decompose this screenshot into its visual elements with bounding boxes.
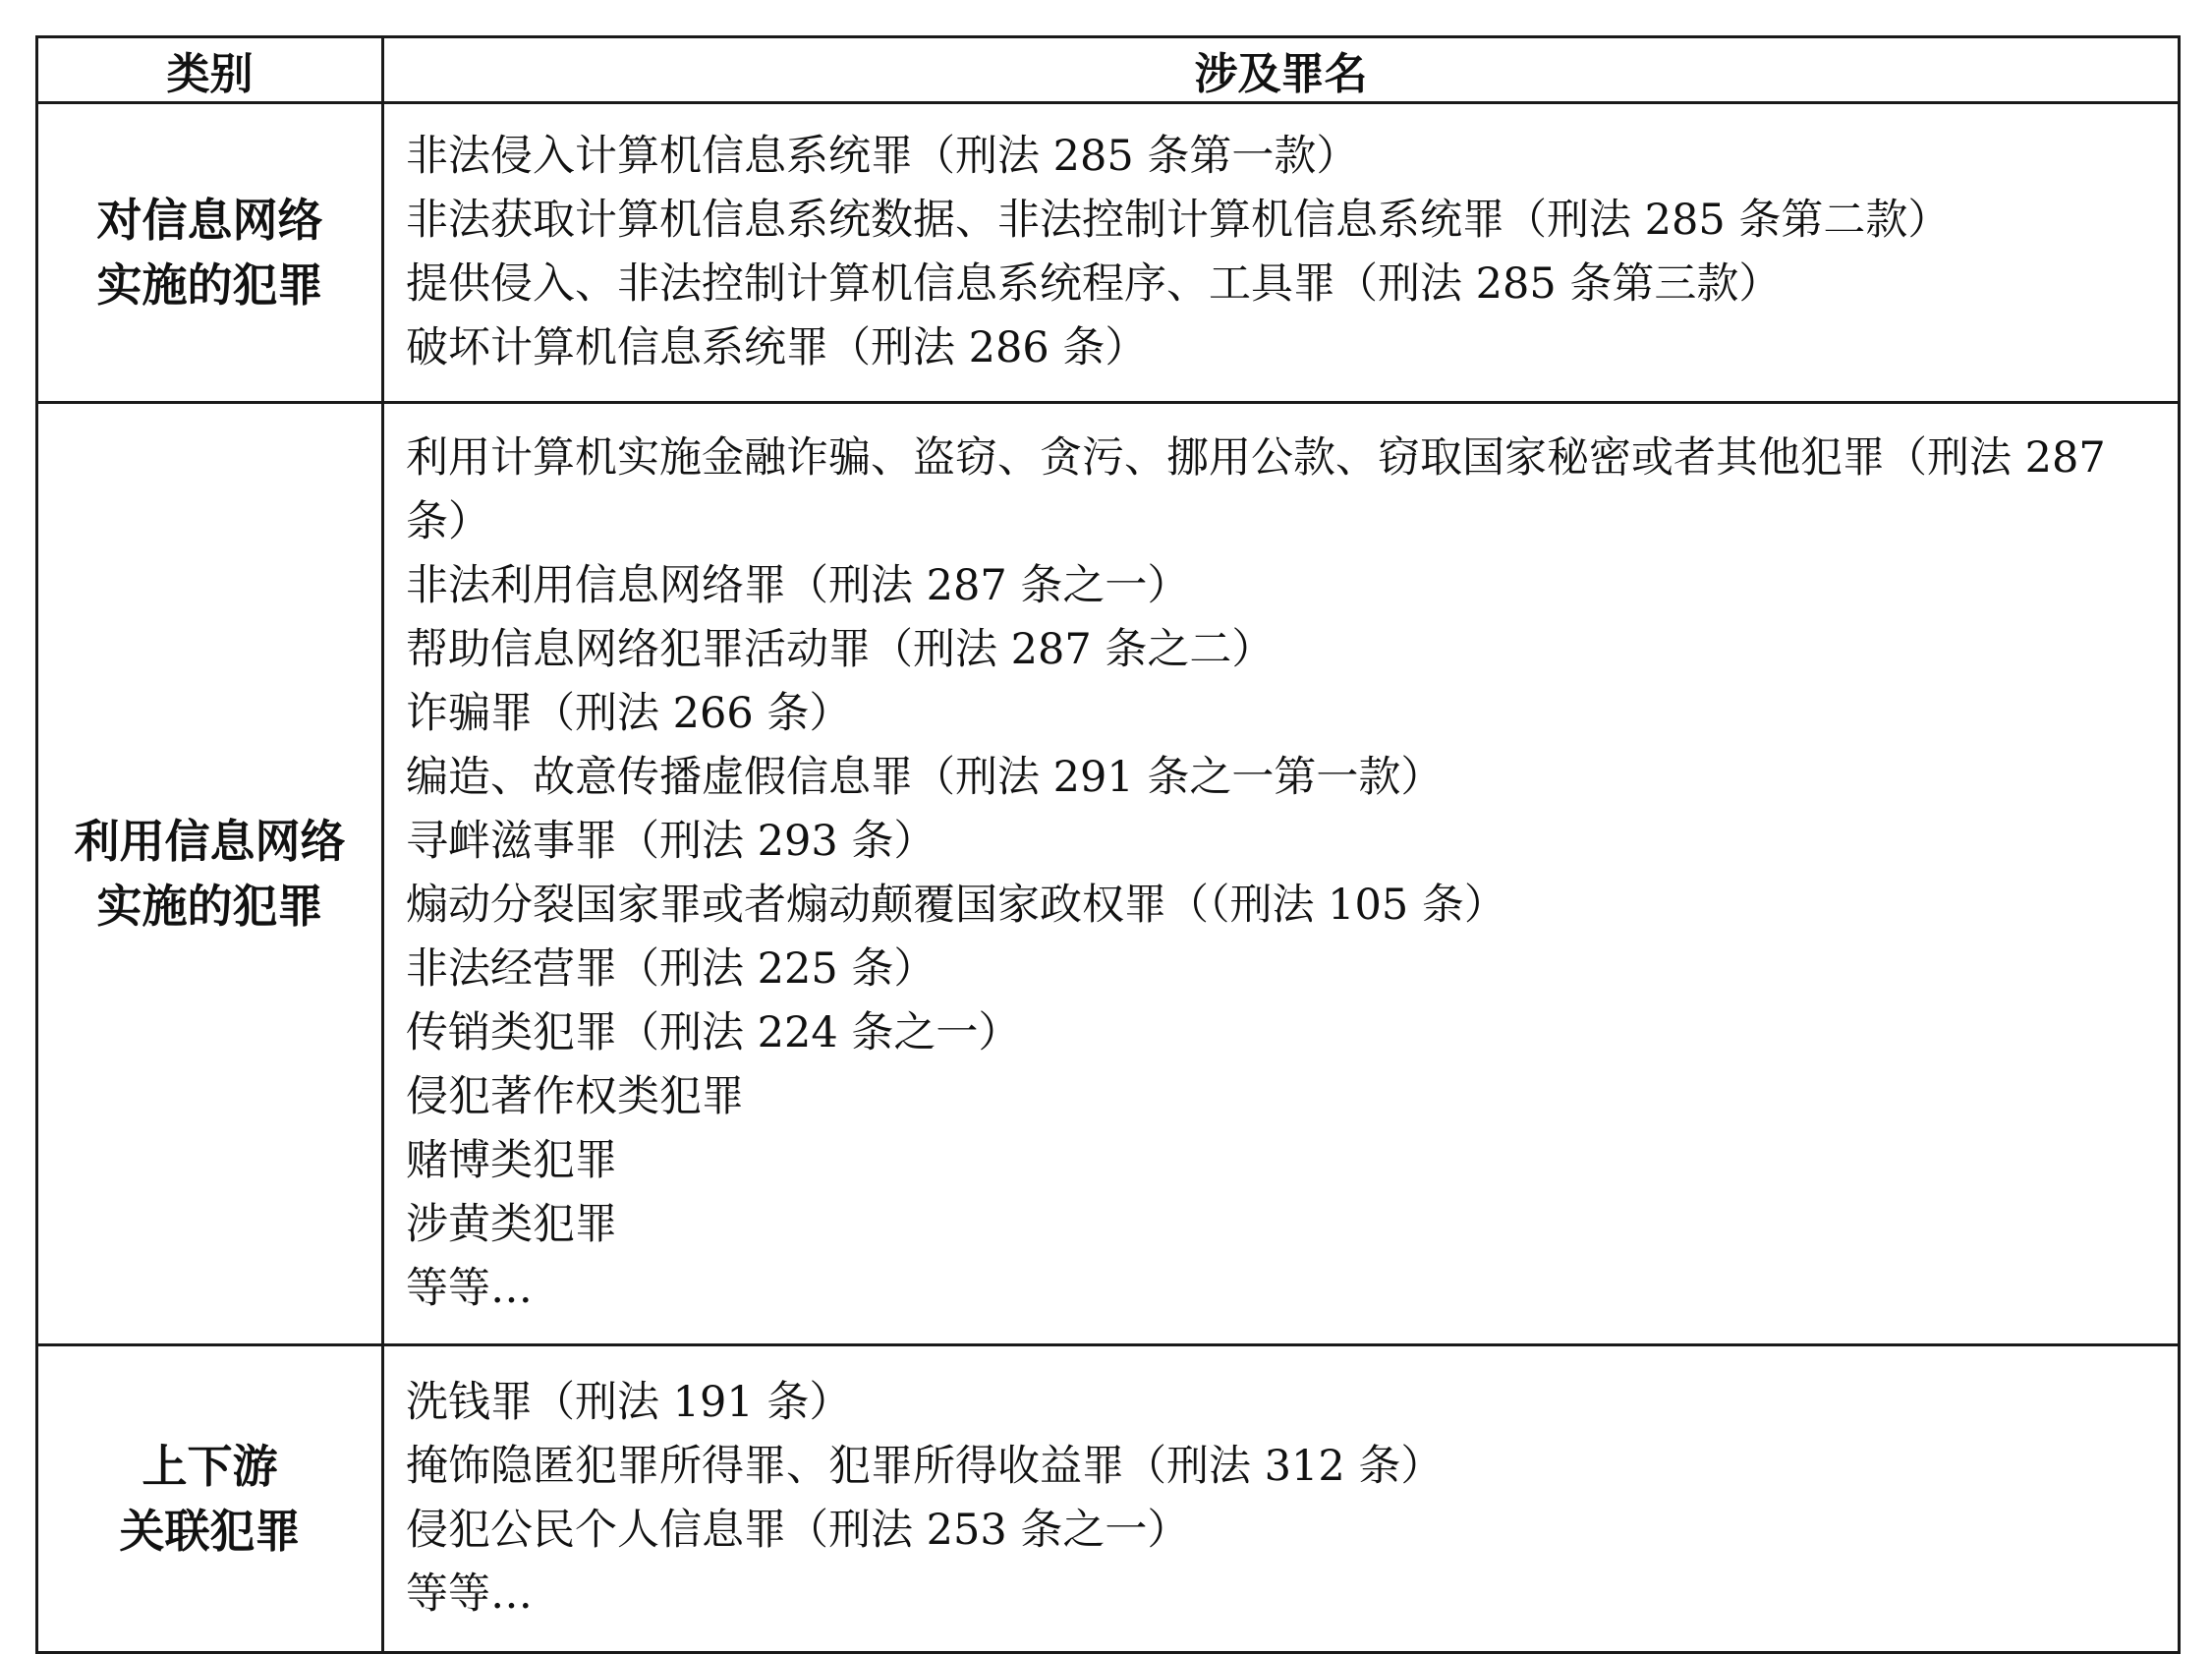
crime-item: 寻衅滋事罪（刑法 293 条） — [406, 817, 936, 866]
crime-item: 非法获取计算机信息系统数据、非法控制计算机信息系统罪（刑法 285 条第二款） — [406, 196, 1951, 245]
category-cell — [37, 103, 383, 403]
category-label: 利用信息网络 — [74, 815, 346, 868]
table-row — [37, 403, 2180, 1345]
category-label: 实施的犯罪 — [96, 880, 323, 933]
table-row — [37, 1345, 2180, 1653]
crime-item: 诈骗罪（刑法 266 条） — [406, 689, 852, 738]
crimes-table — [35, 35, 2181, 1654]
crime-item: 涉黄类犯罪 — [406, 1200, 617, 1249]
crime-item: 等等… — [406, 1264, 533, 1313]
crime-item: 破坏计算机信息系统罪（刑法 286 条） — [406, 323, 1148, 372]
header-row — [37, 37, 2180, 103]
category-label: 关联犯罪 — [119, 1505, 301, 1558]
crime-item: 赌博类犯罪 — [406, 1136, 617, 1185]
header-crimes: 涉及罪名 — [383, 37, 2180, 103]
crime-list-cell — [383, 403, 2180, 1345]
crime-list-cell — [383, 103, 2180, 403]
table-row — [37, 103, 2180, 403]
crime-item: 洗钱罪（刑法 191 条） — [406, 1378, 852, 1427]
crime-list-cell — [383, 1345, 2180, 1653]
crime-item: 非法利用信息网络罪（刑法 287 条之一） — [406, 561, 1190, 610]
crime-item: 传销类犯罪（刑法 224 条之一） — [406, 1008, 1021, 1057]
category-label: 对信息网络 — [96, 194, 323, 247]
crime-item: 等等… — [406, 1569, 533, 1619]
category-label: 上下游 — [142, 1440, 278, 1493]
category-cell — [37, 1345, 383, 1653]
header-category: 类别 — [37, 37, 383, 103]
crime-item: 煽动分裂国家罪或者煽动颠覆国家政权罪（（刑法 105 条） — [406, 881, 1506, 930]
crime-item: 编造、故意传播虚假信息罪（刑法 291 条之一第一款） — [406, 753, 1444, 802]
crime-item: 提供侵入、非法控制计算机信息系统程序、工具罪（刑法 285 条第三款） — [406, 259, 1782, 309]
category-cell — [37, 403, 383, 1345]
crime-item: 非法经营罪（刑法 225 条） — [406, 944, 936, 994]
category-label: 实施的犯罪 — [96, 258, 323, 312]
crime-item: 非法侵入计算机信息系统罪（刑法 285 条第一款） — [406, 132, 1359, 181]
crime-item: 利用计算机实施金融诈骗、盗窃、贪污、挪用公款、窃取国家秘密或者其他犯罪（刑法 287 条） — [406, 433, 2106, 546]
crime-item: 掩饰隐匿犯罪所得罪、犯罪所得收益罪（刑法 312 条） — [406, 1442, 1444, 1491]
crime-item: 帮助信息网络犯罪活动罪（刑法 287 条之二） — [406, 625, 1275, 674]
crime-item: 侵犯公民个人信息罪（刑法 253 条之一） — [406, 1506, 1190, 1555]
crime-item: 侵犯著作权类犯罪 — [406, 1072, 744, 1121]
